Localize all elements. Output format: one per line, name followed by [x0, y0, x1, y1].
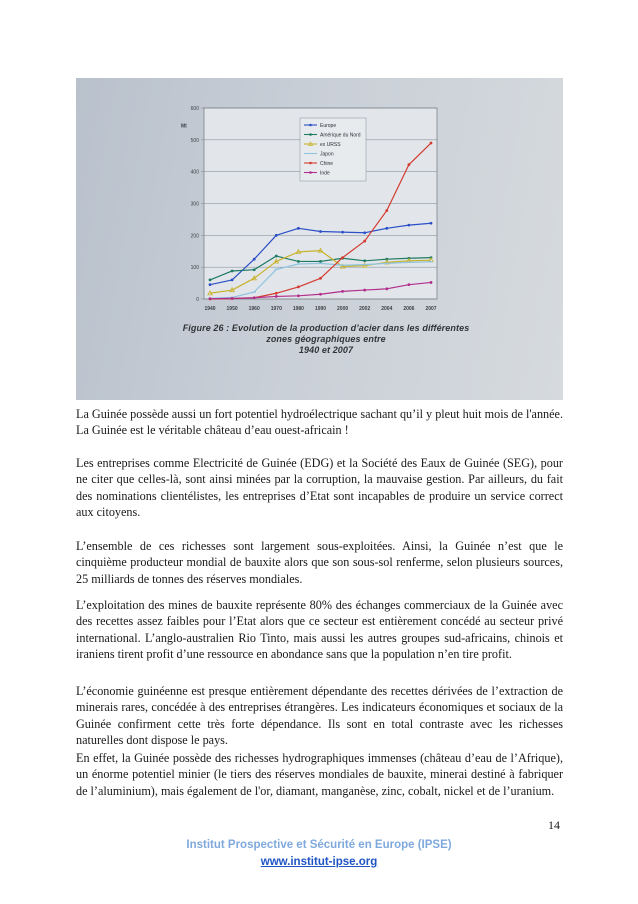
y-tick-label: 300: [190, 201, 199, 208]
x-tick-label: 2007: [425, 306, 437, 312]
figure-caption-line-1: Figure 26 : Evolution de la production d’acier dans les différentes zones géographiques entre: [182, 323, 470, 344]
x-tick-label: 2002: [359, 306, 371, 312]
x-tick-label: 1960: [248, 306, 260, 312]
point-chine: [275, 292, 278, 295]
y-tick-label: 400: [190, 169, 199, 176]
point-europe: [231, 279, 234, 282]
y-axis-label: Mt: [181, 123, 187, 130]
footer-org: Institut Prospective et Sécurité en Europe (IPSE): [186, 839, 452, 851]
point-europe: [253, 258, 256, 261]
point-chine: [297, 286, 300, 289]
point-chine: [363, 240, 366, 243]
point-europe: [385, 227, 388, 230]
point-am-rique-du-nord: [231, 270, 234, 273]
point-chine: [385, 209, 388, 212]
point-europe: [341, 231, 344, 234]
paragraph-hydro: La Guinée possède aussi un fort potentiel hydroélectrique sachant qu’il y pleut huit mois de l'année. La Guinée est le véritable château d’eau ouest-africain !: [76, 407, 563, 438]
point-chine: [408, 163, 411, 166]
point-inde: [430, 281, 433, 284]
footer-url-link[interactable]: www.institut-ipse.org: [260, 856, 378, 868]
y-tick-label: 500: [190, 137, 199, 144]
point-inde: [297, 294, 300, 297]
point-inde: [231, 297, 234, 300]
y-tick-label: 0: [196, 297, 199, 303]
point-chine: [341, 256, 344, 259]
point-inde: [209, 297, 212, 300]
point-inde: [341, 290, 344, 293]
point-europe: [275, 234, 278, 237]
figure-caption-line-2: 1940 et 2007: [298, 345, 354, 355]
x-tick-label: 2000: [337, 306, 349, 312]
legend-marker-chine: [309, 162, 312, 165]
legend-marker-am-rique-du-nord: [309, 133, 312, 136]
point-am-rique-du-nord: [319, 260, 322, 263]
point-inde: [363, 289, 366, 292]
chart-legend: [300, 118, 366, 181]
page-number: 14: [548, 818, 560, 832]
point-chine: [430, 142, 433, 145]
footer-url-wrap: [0, 856, 638, 868]
point-inde: [385, 287, 388, 290]
point-europe: [297, 227, 300, 230]
figure-caption: [176, 323, 476, 356]
point-inde: [319, 293, 322, 296]
x-tick-label: 1970: [270, 306, 282, 312]
paragraph-entreprises: Les entreprises comme Electricité de Guinée (EDG) et la Société des Eaux de Guinée (SEG), pour ne citer que celles-là, sont ainsi minées par la corruption, la mauvaise gestion. Par ailleurs, du fait des nominations clientélistes, les entreprises d’Etat sont incapables de produire un service correct aux citoyens.: [76, 456, 563, 520]
paragraph-richesses: En effet, la Guinée possède des richesses hydrographiques immenses (château d’eau de l’Afrique), un énorme potentiel minier (le tiers des réserves mondiales de bauxite, minerai destiné à fabriquer de l’aluminium), mais également de l'or, diamant, manganèse, zinc, cobalt, nickel et de l’uranium.: [76, 751, 563, 798]
legend-marker-europe: [309, 124, 312, 127]
point-europe: [363, 231, 366, 234]
point-inde: [408, 283, 411, 286]
legend-label-japon: Japon: [320, 151, 334, 158]
legend-label-ex-urss: ex URSS: [320, 142, 341, 148]
legend-label-chine: Chine: [320, 161, 334, 167]
point-europe: [209, 283, 212, 286]
paragraph-exploitation: L’exploitation des mines de bauxite représente 80% des échanges commerciaux de la Guinée avec des recettes assez faibles pour l’Etat alors que ce secteur est entièrement concédé au secteur privé international. L’anglo-australien Rio Tinto, mais aussi les autres groupes sud-africains, chinois et iraniens tirent profit d’une ressource en abondance sans que la population n’en tire profit.: [76, 598, 563, 662]
point-europe: [319, 230, 322, 233]
legend-label-am-rique-du-nord: Amérique du Nord: [320, 132, 361, 139]
paragraph-bauxite: L’ensemble de ces richesses sont largement sous-exploitées. Ainsi, la Guinée n’est que le cinquième producteur mondial de bauxite alors que son sous-sol renferme, selon plusieurs sources, 25 milliards de tonnes des réserves mondiales.: [76, 539, 563, 586]
point-am-rique-du-nord: [253, 268, 256, 271]
x-tick-label: 2006: [403, 306, 415, 312]
point-chine: [319, 277, 322, 280]
chart-photo: [76, 78, 563, 400]
point-inde: [253, 296, 256, 299]
paragraph-economie: L’économie guinéenne est presque entièrement dépendante des recettes dérivées de l’extraction de minerais rares, concédée à des entreprises étrangères. Les indicateurs économiques et sociaux de la Guinée confirment cette très forte dépendance. Ils sont en total contraste avec les richesses naturelles dont dispose le pays.: [76, 684, 563, 748]
point-europe: [408, 224, 411, 227]
y-tick-label: 100: [190, 265, 199, 272]
point-am-rique-du-nord: [275, 255, 278, 258]
point-europe: [430, 222, 433, 225]
y-tick-label: 200: [190, 233, 199, 240]
point-am-rique-du-nord: [297, 260, 300, 263]
x-tick-label: 1950: [226, 306, 238, 312]
point-am-rique-du-nord: [363, 259, 366, 262]
legend-label-inde: Inde: [320, 170, 330, 177]
x-tick-label: 2004: [381, 306, 393, 312]
point-inde: [275, 295, 278, 298]
x-tick-label: 1980: [292, 306, 304, 312]
x-tick-label: 1990: [314, 306, 327, 312]
point-am-rique-du-nord: [209, 279, 212, 282]
y-tick-label: 600: [190, 106, 199, 112]
x-tick-label: 1940: [204, 306, 216, 312]
legend-marker-inde: [309, 171, 312, 174]
legend-label-europe: Europe: [320, 123, 337, 129]
